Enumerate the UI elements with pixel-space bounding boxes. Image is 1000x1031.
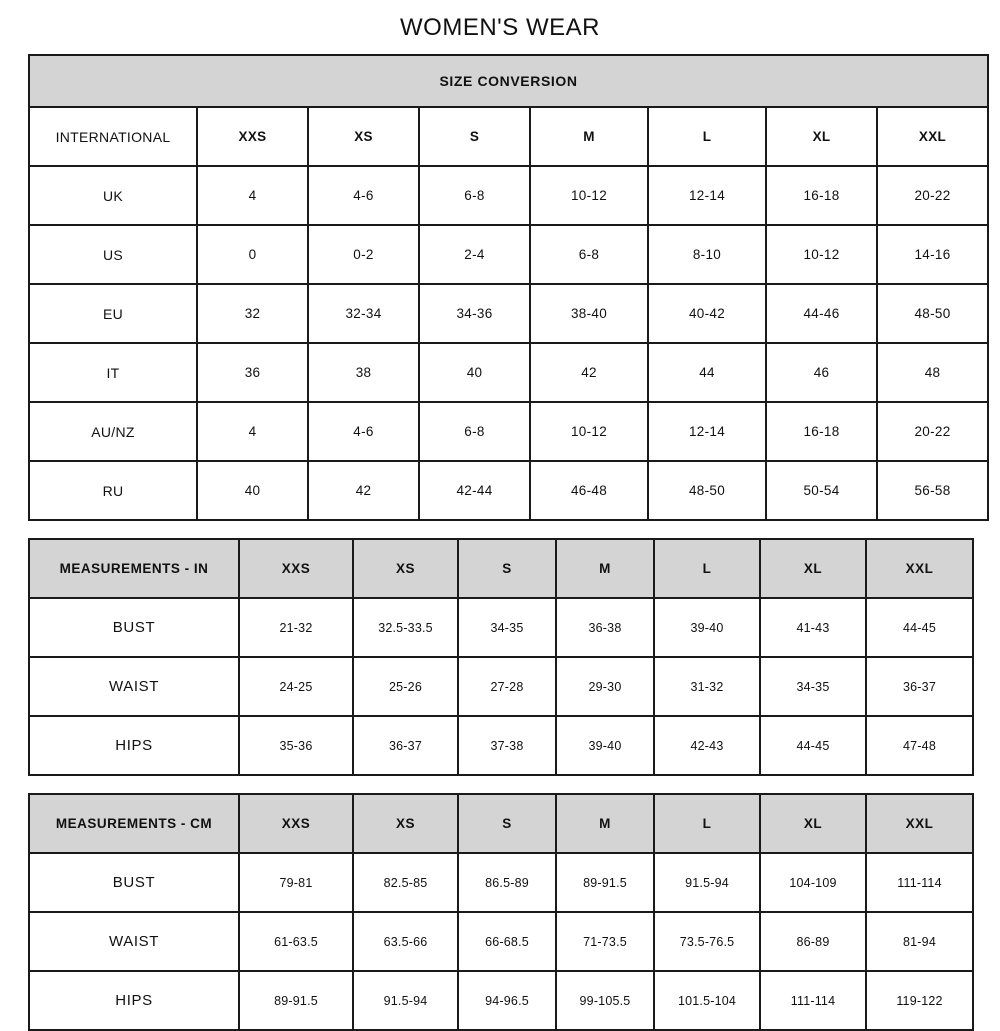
cell-uk-xs: 4-6 <box>308 166 419 225</box>
cell-eu-l: 40-42 <box>648 284 766 343</box>
cell-uk-xxl: 20-22 <box>877 166 988 225</box>
header-in-xxs: XXS <box>239 539 353 598</box>
cell-ru-xxs: 40 <box>197 461 308 520</box>
header-in-m: M <box>556 539 654 598</box>
header-cm-xl: XL <box>760 794 866 853</box>
cell-ru-l: 48-50 <box>648 461 766 520</box>
cell-in-bust-l: 39-40 <box>654 598 760 657</box>
cell-it-xxs: 36 <box>197 343 308 402</box>
header-in-l: L <box>654 539 760 598</box>
row-label-us: US <box>29 225 197 284</box>
column-header-s: S <box>419 107 530 166</box>
cell-in-waist-xxl: 36-37 <box>866 657 973 716</box>
cell-in-bust-m: 36-38 <box>556 598 654 657</box>
cell-cm-bust-xs: 82.5-85 <box>353 853 458 912</box>
cell-in-waist-l: 31-32 <box>654 657 760 716</box>
cell-it-xxl: 48 <box>877 343 988 402</box>
table-row <box>29 912 973 971</box>
cell-cm-hips-m: 99-105.5 <box>556 971 654 1030</box>
cell-cm-hips-l: 101.5-104 <box>654 971 760 1030</box>
cell-in-waist-s: 27-28 <box>458 657 556 716</box>
row-label-eu: EU <box>29 284 197 343</box>
column-header-m: M <box>530 107 648 166</box>
cell-aunz-m: 10-12 <box>530 402 648 461</box>
cell-ru-s: 42-44 <box>419 461 530 520</box>
cell-cm-waist-xxl: 81-94 <box>866 912 973 971</box>
cell-us-xl: 10-12 <box>766 225 877 284</box>
cell-in-waist-xxs: 24-25 <box>239 657 353 716</box>
header-cm-l: L <box>654 794 760 853</box>
cell-cm-bust-xl: 104-109 <box>760 853 866 912</box>
cell-cm-bust-m: 89-91.5 <box>556 853 654 912</box>
cell-us-xxl: 14-16 <box>877 225 988 284</box>
column-header-l: L <box>648 107 766 166</box>
cell-cm-hips-xxs: 89-91.5 <box>239 971 353 1030</box>
table-row <box>29 853 973 912</box>
row-label-it: IT <box>29 343 197 402</box>
cell-cm-hips-xxl: 119-122 <box>866 971 973 1030</box>
cell-in-bust-xl: 41-43 <box>760 598 866 657</box>
size-conversion-banner: SIZE CONVERSION <box>29 55 988 107</box>
cell-cm-waist-s: 66-68.5 <box>458 912 556 971</box>
cell-uk-xl: 16-18 <box>766 166 877 225</box>
measurements-cm-table <box>28 793 974 1031</box>
size-conversion-table <box>28 54 989 521</box>
table-row <box>29 657 973 716</box>
header-cm-m: M <box>556 794 654 853</box>
cell-in-hips-l: 42-43 <box>654 716 760 775</box>
cell-in-hips-m: 39-40 <box>556 716 654 775</box>
cell-cm-waist-m: 71-73.5 <box>556 912 654 971</box>
cell-in-hips-xs: 36-37 <box>353 716 458 775</box>
header-measurements-in: MEASUREMENTS - IN <box>29 539 239 598</box>
cell-cm-bust-xxl: 111-114 <box>866 853 973 912</box>
cell-ru-xxl: 56-58 <box>877 461 988 520</box>
cell-eu-xxs: 32 <box>197 284 308 343</box>
cell-aunz-xl: 16-18 <box>766 402 877 461</box>
header-measurements-cm: MEASUREMENTS - CM <box>29 794 239 853</box>
cell-ru-xl: 50-54 <box>766 461 877 520</box>
row-label-aunz: AU/NZ <box>29 402 197 461</box>
column-header-international: INTERNATIONAL <box>29 107 197 166</box>
cell-uk-m: 10-12 <box>530 166 648 225</box>
cell-ru-m: 46-48 <box>530 461 648 520</box>
table-row <box>29 284 988 343</box>
table-row <box>29 225 988 284</box>
cell-it-xs: 38 <box>308 343 419 402</box>
cell-cm-hips-xl: 111-114 <box>760 971 866 1030</box>
row-label-cm-bust: BUST <box>29 853 239 912</box>
cell-in-bust-xxs: 21-32 <box>239 598 353 657</box>
column-header-xxs: XXS <box>197 107 308 166</box>
cell-in-hips-xl: 44-45 <box>760 716 866 775</box>
cell-in-waist-xs: 25-26 <box>353 657 458 716</box>
cell-us-xxs: 0 <box>197 225 308 284</box>
cell-it-l: 44 <box>648 343 766 402</box>
cell-us-m: 6-8 <box>530 225 648 284</box>
table-row <box>29 402 988 461</box>
cell-eu-m: 38-40 <box>530 284 648 343</box>
header-in-xl: XL <box>760 539 866 598</box>
cell-cm-hips-s: 94-96.5 <box>458 971 556 1030</box>
cell-it-xl: 46 <box>766 343 877 402</box>
cell-in-waist-m: 29-30 <box>556 657 654 716</box>
table-header-row <box>29 107 988 166</box>
table-row <box>29 598 973 657</box>
cell-cm-bust-l: 91.5-94 <box>654 853 760 912</box>
cell-in-bust-s: 34-35 <box>458 598 556 657</box>
row-label-cm-waist: WAIST <box>29 912 239 971</box>
header-cm-xs: XS <box>353 794 458 853</box>
cell-aunz-s: 6-8 <box>419 402 530 461</box>
cell-cm-waist-xl: 86-89 <box>760 912 866 971</box>
cell-in-hips-s: 37-38 <box>458 716 556 775</box>
page-title: WOMEN'S WEAR <box>400 14 600 41</box>
row-label-uk: UK <box>29 166 197 225</box>
cell-in-bust-xs: 32.5-33.5 <box>353 598 458 657</box>
row-label-in-bust: BUST <box>29 598 239 657</box>
cell-uk-xxs: 4 <box>197 166 308 225</box>
cell-us-l: 8-10 <box>648 225 766 284</box>
cell-aunz-l: 12-14 <box>648 402 766 461</box>
cell-us-s: 2-4 <box>419 225 530 284</box>
cell-aunz-xxl: 20-22 <box>877 402 988 461</box>
cell-it-m: 42 <box>530 343 648 402</box>
row-label-in-hips: HIPS <box>29 716 239 775</box>
table-row <box>29 716 973 775</box>
column-header-xs: XS <box>308 107 419 166</box>
table-row <box>29 461 988 520</box>
cell-eu-xl: 44-46 <box>766 284 877 343</box>
cell-uk-l: 12-14 <box>648 166 766 225</box>
cell-eu-xxl: 48-50 <box>877 284 988 343</box>
cell-cm-waist-xxs: 61-63.5 <box>239 912 353 971</box>
column-header-xl: XL <box>766 107 877 166</box>
row-label-cm-hips: HIPS <box>29 971 239 1030</box>
table-row <box>29 343 988 402</box>
header-in-s: S <box>458 539 556 598</box>
cell-in-bust-xxl: 44-45 <box>866 598 973 657</box>
table-row <box>29 971 973 1030</box>
header-cm-s: S <box>458 794 556 853</box>
cell-eu-s: 34-36 <box>419 284 530 343</box>
row-label-in-waist: WAIST <box>29 657 239 716</box>
measurements-inches-table <box>28 538 974 776</box>
header-in-xxl: XXL <box>866 539 973 598</box>
cell-cm-waist-xs: 63.5-66 <box>353 912 458 971</box>
table-row <box>29 166 988 225</box>
cell-aunz-xs: 4-6 <box>308 402 419 461</box>
table-header-row <box>29 539 973 598</box>
cell-aunz-xxs: 4 <box>197 402 308 461</box>
header-cm-xxl: XXL <box>866 794 973 853</box>
cell-cm-bust-xxs: 79-81 <box>239 853 353 912</box>
cell-cm-bust-s: 86.5-89 <box>458 853 556 912</box>
cell-us-xs: 0-2 <box>308 225 419 284</box>
cell-eu-xs: 32-34 <box>308 284 419 343</box>
cell-in-hips-xxl: 47-48 <box>866 716 973 775</box>
cell-in-hips-xxs: 35-36 <box>239 716 353 775</box>
cell-uk-s: 6-8 <box>419 166 530 225</box>
cell-it-s: 40 <box>419 343 530 402</box>
table-header-row <box>29 794 973 853</box>
cell-cm-hips-xs: 91.5-94 <box>353 971 458 1030</box>
header-in-xs: XS <box>353 539 458 598</box>
header-cm-xxs: XXS <box>239 794 353 853</box>
column-header-xxl: XXL <box>877 107 988 166</box>
cell-cm-waist-l: 73.5-76.5 <box>654 912 760 971</box>
row-label-ru: RU <box>29 461 197 520</box>
table-banner-row <box>29 55 988 107</box>
cell-in-waist-xl: 34-35 <box>760 657 866 716</box>
cell-ru-xs: 42 <box>308 461 419 520</box>
